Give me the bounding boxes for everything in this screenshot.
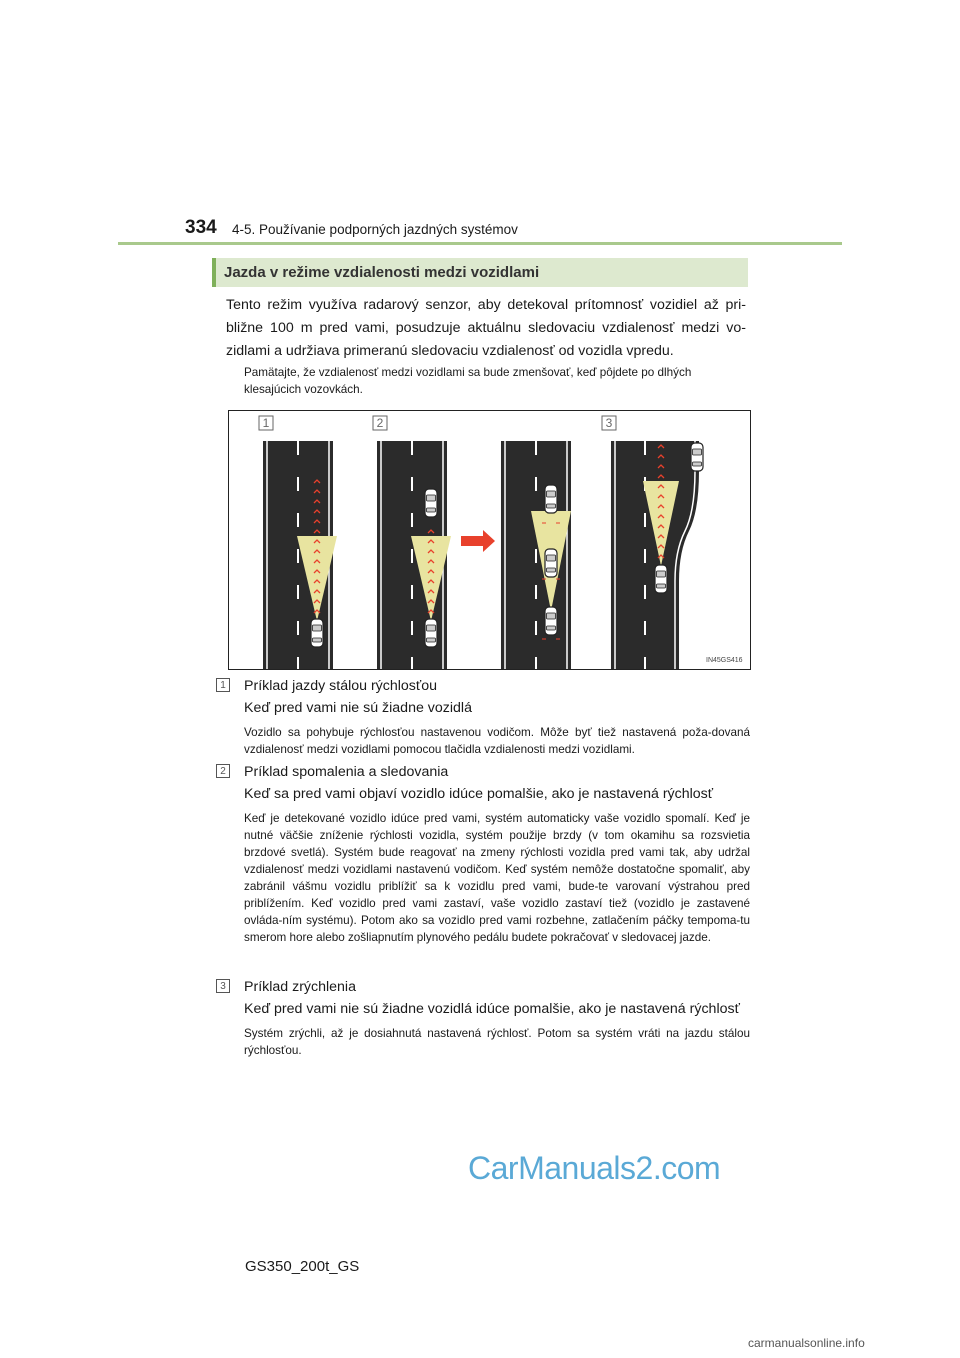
watermark-carmanualsonline: carmanualsonline.info: [748, 1336, 865, 1350]
transition-arrow: [461, 530, 495, 552]
figure-marker-3: 3: [605, 416, 613, 430]
car-3-ahead: [545, 485, 557, 513]
item-3-subtitle: Keď pred vami nie sú žiadne vozidlá idúce pomalšie, ako je nastavená rýchlosť: [244, 1001, 740, 1017]
item-3-note: Systém zrýchli, až je dosiahnutá nastavená rýchlosť. Potom sa systém vráti na jazdu stálou rýchlosťou.: [244, 1027, 750, 1057]
figure-code: IN45GS416: [706, 657, 743, 664]
car-2-own: [425, 619, 437, 647]
intro-paragraph: Tento režim využíva radarový senzor, aby detekoval prítomnosť vozidiel až pri-bližne 100 m pred vami, posudzuje aktuálnu sledovaciu vzdialenosť medzi vo-zidlami a udržiava primeranú sledovaciu vzdialenosť od vozidla vpredu.: [226, 297, 746, 359]
watermark-carmanuals2: CarManuals2.com: [468, 1150, 721, 1186]
figure-illustration: [229, 411, 750, 669]
road-4: [611, 441, 699, 669]
car-2-ahead: [425, 489, 437, 517]
car-4-adjacent: [691, 443, 703, 471]
item-1-title: Príklad jazdy stálou rýchlosťou: [244, 678, 437, 694]
footer-model: GS350_200t_GS: [245, 1258, 360, 1275]
intro-note: Pamätajte, že vzdialenosť medzi vozidlami sa bude zmenšovať, keď pôjdete po dlhých klesajúcich vozovkách.: [244, 366, 692, 396]
item-1-subtitle: Keď pred vami nie sú žiadne vozidlá: [244, 700, 472, 716]
car-3-own: [545, 549, 557, 577]
item-2-title: Príklad spomalenia a sledovania: [244, 764, 449, 780]
figure-marker-2: 2: [376, 416, 384, 430]
item-2-marker: 2: [216, 764, 230, 778]
page-number: 334: [185, 217, 217, 238]
item-1-marker: 1: [216, 678, 230, 692]
item-2-subtitle: Keď sa pred vami objaví vozidlo idúce pomalšie, ako je nastavená rýchlosť: [244, 786, 714, 802]
item-2-note: Keď je detekované vozidlo idúce pred vami, systém automaticky vaše vozidlo spomalí. Keď je nutné väčšie zníženie rýchlosti vozidla, systém použije brzdy (v tom okamihu sa rozsvietia brzdové svetlá). Systém bude reagovať na zmeny rýchlosti vozidla pred vami tak, aby udržal vzdialenosť medzi vozidlami nastavenú vodičom. Keď systém nemôže dostatočne spomaliť, aby zabránil vášmu vozidlu priblížiť sa k vozidlu pred vami, bude-te varovaní výstrahou pred priblížením. Keď vozidlo pred vami zastaví, vaše vozidlo zastaví tiež (vozidlo je zastavené ovláda-ním systému). Potom ako sa vozidlo pred vami rozbehne, zatlačením páčky tempoma-tu smerom hore alebo zošliapnutím plynového pedálu budete pokračovať v sledovacej jazde.: [244, 812, 750, 944]
figure-marker-1: 1: [262, 416, 270, 430]
header-rule: [118, 242, 842, 245]
title-accent-bar: [212, 258, 216, 287]
car-1: [311, 619, 323, 647]
page-title: Jazda v režime vzdialenosti medzi vozidlami: [224, 264, 540, 281]
section-title: 4-5. Používanie podporných jazdných systémov: [232, 222, 518, 237]
item-3-title: Príklad zrýchlenia: [244, 979, 356, 995]
item-3-marker: 3: [216, 979, 230, 993]
car-3-behind: [545, 607, 557, 635]
car-4-own: [655, 565, 667, 593]
item-1-note: Vozidlo sa pohybuje rýchlosťou nastavenou vodičom. Môže byť tiež nastavená poža-dovaná vzdialenosť medzi vozidlami pomocou tlačidla vzdialenosti medzi vozidlami.: [244, 726, 750, 756]
radar-cruise-figure: [228, 410, 751, 670]
